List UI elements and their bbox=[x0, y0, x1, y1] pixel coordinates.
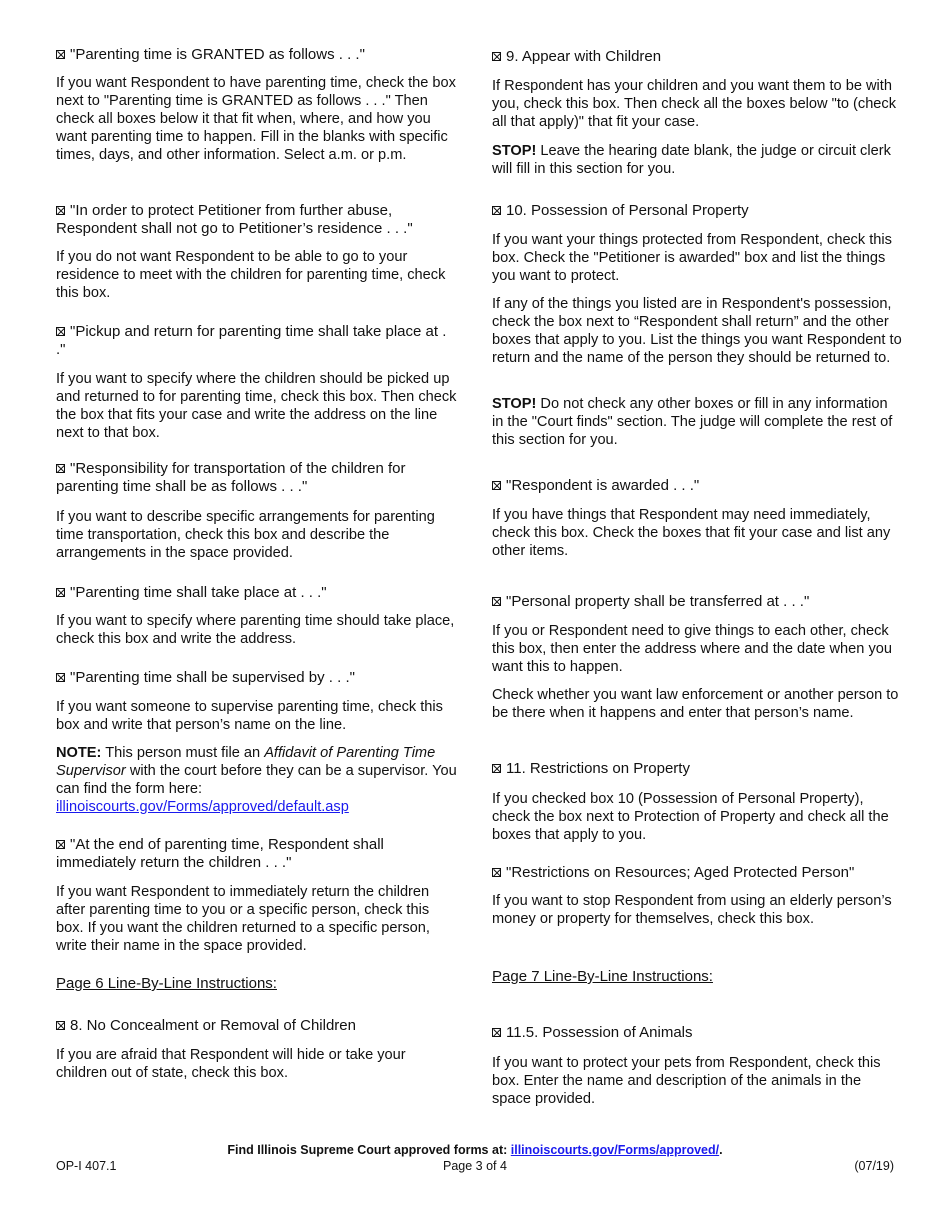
restrictions-property-heading: 11. Restrictions on Property bbox=[492, 760, 902, 778]
property-transferred-text: If you or Respondent need to give things to each other, check this box, then enter the address where and the date when you want this to happen. bbox=[492, 623, 892, 675]
checked-box-icon bbox=[56, 206, 65, 215]
property-transferred-heading: "Personal property shall be transferred at . . ." bbox=[492, 593, 902, 611]
checked-box-icon bbox=[492, 206, 501, 215]
appear-children-heading: 9. Appear with Children bbox=[492, 48, 902, 66]
form-id: OP-I 407.1 bbox=[56, 1159, 117, 1173]
checked-box-icon bbox=[56, 464, 65, 473]
restrictions-resources-text: If you want to stop Respondent from using an elderly person’s money or property for themselves, check this box. bbox=[492, 893, 892, 927]
restrictions-property-text: If you checked box 10 (Possession of Personal Property), check the box next to Protection of Property and check all the boxes that apply to you. bbox=[492, 791, 889, 843]
appear-children-text: If Respondent has your children and you want them to be with you, check this box. Then check all the boxes below "to (check all that apply)" that fit your case. bbox=[492, 78, 897, 130]
animals-heading: 11.5. Possession of Animals bbox=[492, 1024, 902, 1042]
end-parenting-heading: "At the end of parenting time, Respondent shall immediately return the children . . ." bbox=[56, 836, 384, 871]
page7-heading: Page 7 Line-By-Line Instructions: bbox=[492, 968, 713, 985]
end-parenting-text: If you want Respondent to immediately return the children after parenting time to you or a specific person, check this box. If you want the children returned to a specific person, write their name in the space provided. bbox=[56, 884, 430, 954]
restrictions-resources-heading: "Restrictions on Resources; Aged Protected Person" bbox=[492, 864, 902, 882]
checked-box-icon bbox=[492, 597, 501, 606]
checked-box-icon bbox=[56, 1021, 65, 1030]
transportation-heading: "Responsibility for transportation of the children for parenting time shall be as follows . . ." bbox=[56, 460, 406, 495]
property-transferred-text-2: Check whether you want law enforcement or another person to be there when it happens and enter that person’s name. bbox=[492, 687, 899, 721]
possession-property-heading: 10. Possession of Personal Property bbox=[492, 202, 902, 220]
footer-find-forms: Find Illinois Supreme Court approved forms at: illinoiscourts.gov/Forms/approved/. bbox=[227, 1143, 723, 1157]
take-place-heading: "Parenting time shall take place at . . ." bbox=[56, 584, 458, 602]
checked-box-icon bbox=[492, 868, 501, 877]
note-label: NOTE: bbox=[56, 745, 102, 761]
protect-petitioner-text: If you do not want Respondent to be able to go to your residence to meet with the children for parenting time, check this box. bbox=[56, 249, 446, 301]
respondent-possession-text: If any of the things you listed are in Respondent's possession, check the box next to “Respondent shall return” and the other boxes that apply to you. List the things you want Respondent to return and the name of the person they should be returned to. bbox=[492, 296, 902, 366]
checked-box-icon bbox=[56, 840, 65, 849]
concealment-heading: 8. No Concealment or Removal of Children bbox=[56, 1017, 458, 1035]
take-place-text: If you want to specify where parenting time should take place, check this box and write the address. bbox=[56, 613, 455, 647]
supervised-heading: "Parenting time shall be supervised by . . ." bbox=[56, 669, 458, 687]
parenting-granted-text: If you want Respondent to have parenting time, check the box next to "Parenting time is GRANTED as follows . . ." Then check all boxes below it that fit when, where, and how you want parenting time to happen. Fill in the blanks with specific times, days, and other information. Select a.m. or p.m. bbox=[56, 75, 456, 163]
transportation-text: If you want to describe specific arrangements for parenting time transportation, check this box and describe the arrangements in the space provided. bbox=[56, 509, 435, 561]
checked-box-icon bbox=[492, 481, 501, 490]
approved-forms-link[interactable]: illinoiscourts.gov/Forms/approved/default.asp bbox=[56, 799, 349, 815]
note-paragraph: NOTE: This person must file an Affidavit of Parenting Time Supervisor with the court before they can be a supervisor. You can find the form here: illinoiscourts.gov/Forms/approved/default.asp bbox=[56, 745, 457, 815]
page6-heading: Page 6 Line-By-Line Instructions: bbox=[56, 975, 277, 992]
checked-box-icon bbox=[56, 50, 65, 59]
page-number: Page 3 of 4 bbox=[443, 1159, 507, 1173]
checked-box-icon bbox=[56, 673, 65, 682]
checked-box-icon bbox=[56, 588, 65, 597]
checked-box-icon bbox=[56, 327, 65, 336]
parenting-granted-heading: "Parenting time is GRANTED as follows . . ." bbox=[56, 46, 458, 64]
footer-forms-link[interactable]: illinoiscourts.gov/Forms/approved/ bbox=[510, 1143, 720, 1157]
checked-box-icon bbox=[492, 764, 501, 773]
supervised-text: If you want someone to supervise parenting time, check this box and write that person’s name on the line. bbox=[56, 699, 443, 733]
checked-box-icon bbox=[492, 52, 501, 61]
animals-text: If you want to protect your pets from Respondent, check this box. Enter the name and description of the animals in the space provided. bbox=[492, 1055, 881, 1107]
possession-property-text: If you want your things protected from Respondent, check this box. Check the "Petitioner is awarded" box and list the things you want to protect. bbox=[492, 232, 892, 284]
stop-note-1: STOP! Leave the hearing date blank, the judge or circuit clerk will fill in this section for you. bbox=[492, 143, 891, 177]
checked-box-icon bbox=[492, 1028, 501, 1037]
revision-date: (07/19) bbox=[854, 1159, 894, 1173]
pickup-return-heading: "Pickup and return for parenting time shall take place at . ." bbox=[56, 323, 447, 358]
respondent-awarded-text: If you have things that Respondent may need immediately, check this box. Check the boxes that fit your case and list any other items. bbox=[492, 507, 891, 559]
protect-petitioner-heading: "In order to protect Petitioner from further abuse, Respondent shall not go to Petitioner’s residence . . ." bbox=[56, 202, 413, 237]
respondent-awarded-heading: "Respondent is awarded . . ." bbox=[492, 477, 902, 495]
stop-note-2: STOP! Do not check any other boxes or fill in any information in the "Court finds" section. The judge will complete the rest of this section for you. bbox=[492, 396, 893, 448]
pickup-return-text: If you want to specify where the children should be picked up and returned to for parenting time, check this box. Then check the box that fits your case and write the address on the line next to that box. bbox=[56, 371, 457, 441]
concealment-text: If you are afraid that Respondent will hide or take your children out of state, check this box. bbox=[56, 1047, 406, 1081]
